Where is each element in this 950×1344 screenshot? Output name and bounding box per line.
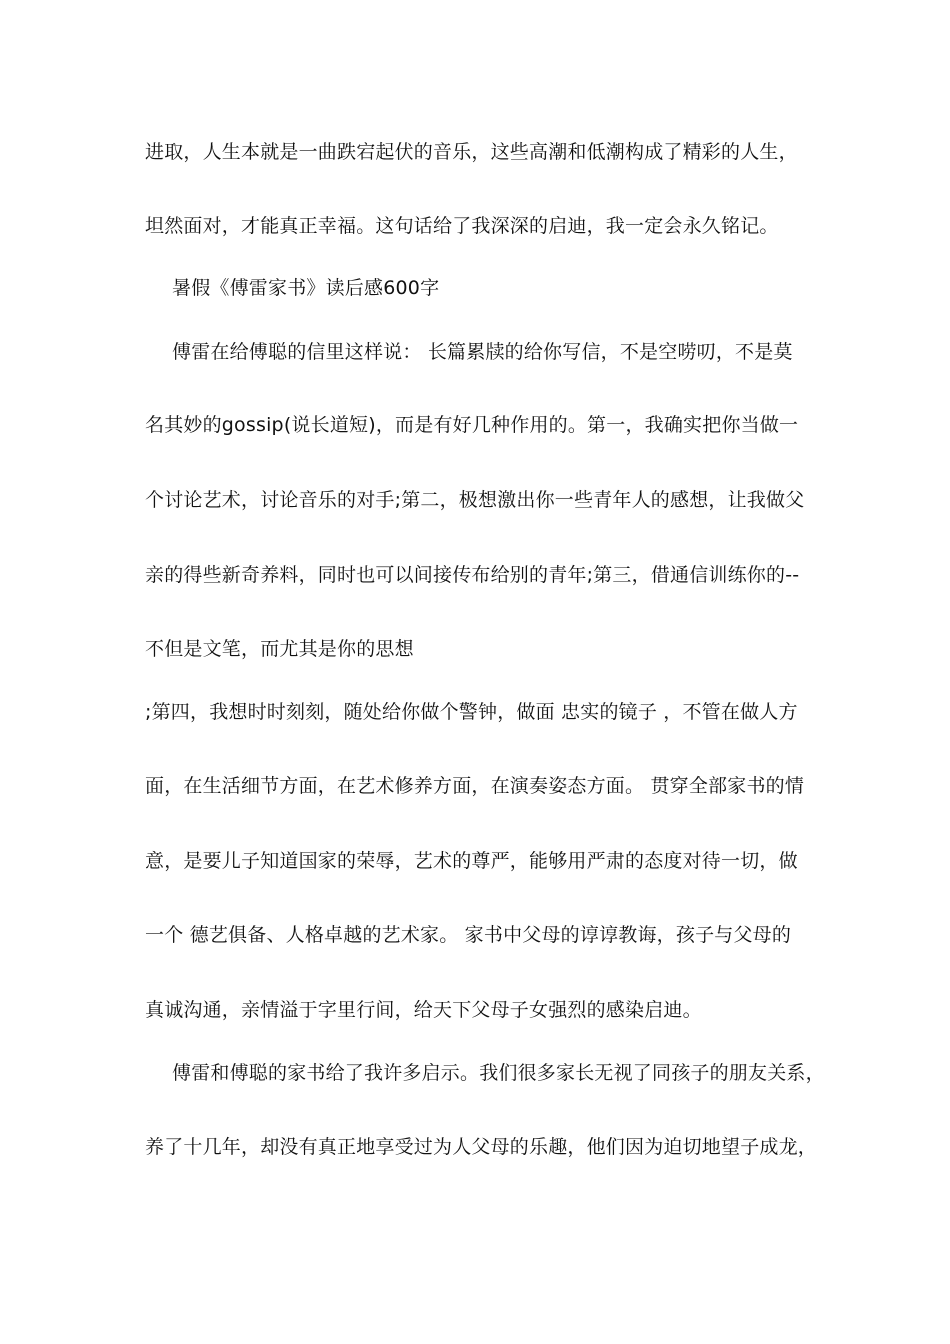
paragraph-line: 不但是文笔，而尤其是你的思想 bbox=[145, 638, 414, 660]
paragraph-line: 真诚沟通，亲情溢于字里行间，给天下父母子女强烈的感染启迪。 bbox=[145, 999, 702, 1021]
paragraph-line: 傅雷和傅聪的家书给了我许多启示。我们很多家长无视了同孩子的朋友关系， bbox=[172, 1062, 825, 1084]
paragraph-line: 傅雷在给傅聪的信里这样说： 长篇累牍的给你写信，不是空唠叨，不是莫 bbox=[172, 341, 793, 363]
paragraph-line: 意，是要儿子知道国家的荣辱，艺术的尊严，能够用严肃的态度对待一切，做 bbox=[145, 850, 798, 872]
paragraph-line: 养了十几年，却没有真正地享受过为人父母的乐趣，他们因为迫切地望子成龙， bbox=[145, 1136, 818, 1158]
paragraph-line: 亲的得些新奇养料，同时也可以间接传布给别的青年;第三，借通信训练你的-- bbox=[145, 564, 800, 586]
paragraph-line: 一个 德艺俱备、人格卓越的艺术家。 家书中父母的谆谆教诲，孩子与父母的 bbox=[145, 924, 792, 946]
section-heading: 暑假《傅雷家书》读后感600字 bbox=[172, 277, 440, 299]
paragraph-line: 名其妙的gossip(说长道短)，而是有好几种作用的。第一，我确实把你当做一 bbox=[145, 414, 799, 436]
paragraph-line: 进取，人生本就是一曲跌宕起伏的音乐，这些高潮和低潮构成了精彩的人生， bbox=[145, 141, 798, 163]
paragraph-line: 面，在生活细节方面，在艺术修养方面，在演奏姿态方面。 贯穿全部家书的情 bbox=[145, 775, 805, 797]
paragraph-line: 坦然面对，才能真正幸福。这句话给了我深深的启迪，我一定会永久铭记。 bbox=[145, 215, 779, 237]
paragraph-line: 个讨论艺术，讨论音乐的对手;第二，极想激出你一些青年人的感想，让我做父 bbox=[145, 489, 805, 511]
paragraph-line: ;第四，我想时时刻刻，随处给你做个警钟，做面 忠实的镜子 ，不管在做人方 bbox=[145, 701, 798, 723]
